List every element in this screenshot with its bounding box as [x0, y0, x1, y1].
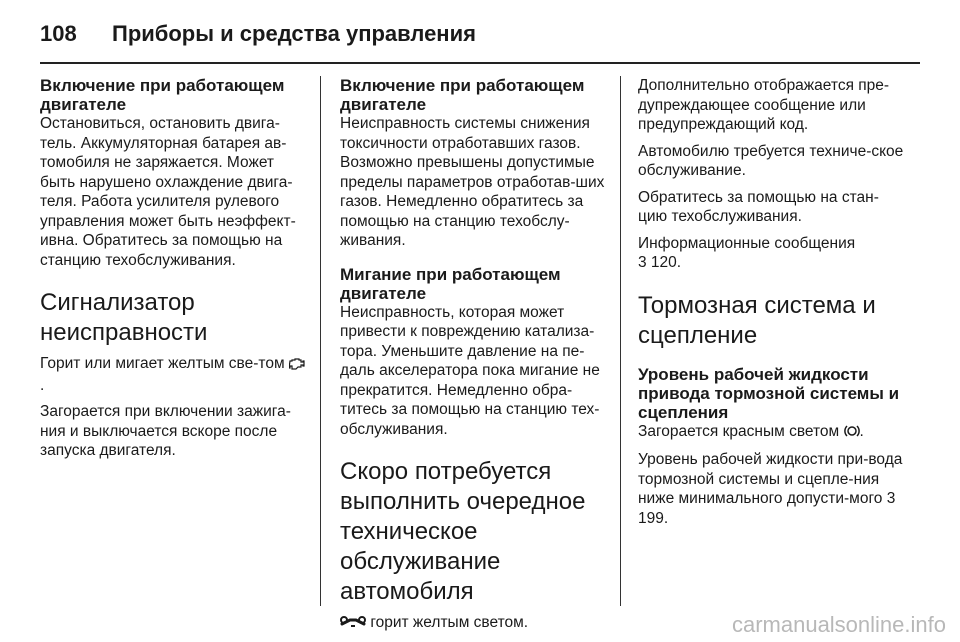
engine-warning-icon [289, 356, 305, 376]
column-1 [40, 76, 308, 468]
section-heading: Мигание при работающем двигателе [340, 264, 561, 303]
service-wrench-icon [340, 615, 366, 635]
paragraph: Загорается красным светом . [638, 422, 906, 444]
paragraph: Неисправность, которая может привести к повреждению катализа-тора. Уменьшите давление на пе-даль акселератора пока мигание не прекратится. Немедленно обра-титесь за помощью на станцию тех-обслуживания. [340, 303, 600, 438]
paragraph: Уровень рабочей жидкости при-вода тормозной системы и сцепле-ния ниже минимального допусти-мого 3 199. [638, 451, 903, 527]
paragraph: Остановиться, остановить двига-тель. Аккумуляторная батарея ав-томобиля не заряжается. Может быть нарушено охлаждение двига-теля. Работа усилителя рулевого управления может быть неэффект-ивна. Обратитесь за помощью на станцию техобслуживания. [40, 115, 296, 269]
brake-warning-icon [844, 424, 860, 444]
section-heading: Уровень рабочей жидкости привода тормозной системы и сцепления [638, 364, 900, 422]
section-heading: Включение при работающем двигателе [40, 76, 285, 114]
column-2 [340, 76, 608, 642]
header-rule [40, 62, 920, 64]
paragraph: Горит или мигает желтым све-том . [40, 354, 308, 395]
page-header [40, 14, 920, 54]
section-heading-large: Тормозная система и сцепление [638, 291, 876, 349]
page-number: 108 [40, 21, 77, 46]
paragraph: Автомобилю требуется техниче-ское обслуживание. [638, 142, 904, 179]
page-reference[interactable]: 3 199. [638, 490, 896, 527]
page-title: Приборы и средства управления [112, 21, 476, 46]
paragraph: Информационные сообщения 3 120. [638, 234, 856, 271]
column-divider [620, 76, 621, 606]
paragraph: Неисправность системы снижения токсичности отработавших газов. Возможно превышены допустимые пределы параметров отработав-ших газов. Немедленно обратитесь за помощью на станцию техобслу-живания. [340, 115, 605, 249]
watermark: carmanualsonline.info [731, 612, 946, 637]
section-heading-large: Сигнализатор неисправности [40, 289, 208, 346]
paragraph: Дополнительно отображается пре-дупреждающее сообщение или предупреждающий код. [638, 77, 890, 133]
column-divider [320, 76, 321, 606]
column-3 [638, 76, 906, 535]
paragraph: Обратитесь за помощью на стан-цию техобслуживания. [638, 188, 879, 225]
paragraph: Загорается при включении зажига-ния и выключается вскоре после запуска двигателя. [40, 403, 291, 459]
section-heading-large: Скоро потребуется выполнить очередное техническое обслуживание автомобиля [340, 458, 586, 605]
section-heading: Включение при работающем двигателе [340, 76, 585, 114]
page-reference[interactable]: 3 120. [638, 254, 682, 271]
paragraph: горит желтым светом. [340, 613, 608, 635]
